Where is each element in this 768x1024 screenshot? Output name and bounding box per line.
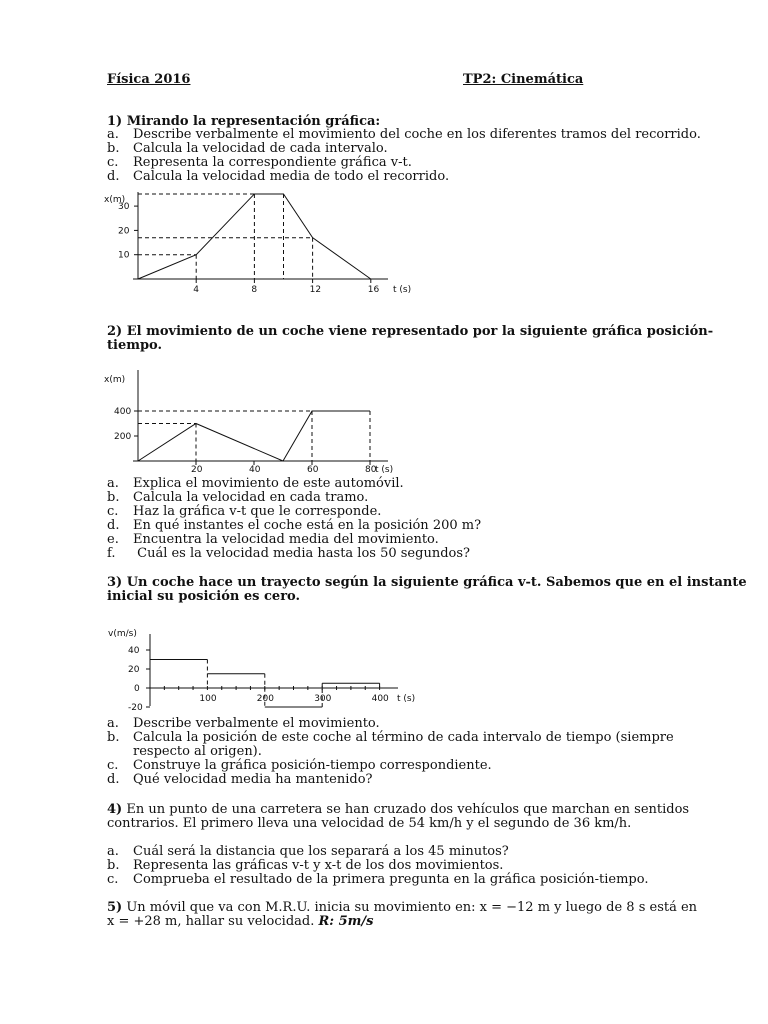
q3-item-text: respecto al origen). bbox=[133, 744, 262, 759]
q2-title-line1: 2) El movimiento de un coche viene representado por la siguiente gráfica posición- bbox=[107, 324, 714, 339]
y-tick-label: 40 bbox=[128, 646, 140, 656]
q2-item-text: Explica el movimiento de este automóvil. bbox=[133, 476, 404, 491]
q3-item bbox=[107, 745, 262, 759]
y-tick-label: 400 bbox=[114, 407, 132, 417]
q1-item-text: Calcula la velocidad media de todo el recorrido. bbox=[133, 169, 450, 184]
q1-item-text: Calcula la velocidad de cada intervalo. bbox=[133, 141, 388, 156]
q4-item bbox=[107, 873, 648, 887]
q5-answer: R: 5m/s bbox=[318, 914, 374, 929]
q2-item bbox=[107, 505, 381, 519]
q4-item bbox=[107, 845, 509, 859]
q5-statement-line2 bbox=[107, 914, 373, 929]
q2-graph bbox=[100, 368, 420, 480]
q2-item bbox=[107, 519, 481, 533]
q3-item-text: Calcula la posición de este coche al término de cada intervalo de tiempo (siempre bbox=[133, 730, 674, 745]
q4-statement-line2: contrarios. El primero lleva una velocidad de 54 km/h y el segundo de 36 km/h. bbox=[107, 816, 632, 831]
q4-item-letter: c. bbox=[107, 872, 119, 887]
q4-item bbox=[107, 859, 503, 873]
x-tick-label: 16 bbox=[367, 285, 380, 295]
q1-item-letter: d. bbox=[107, 169, 120, 184]
header-left: Física 2016 bbox=[107, 72, 191, 87]
q2-item bbox=[107, 491, 368, 505]
q2-item-text: Haz la gráfica v-t que le corresponde. bbox=[133, 504, 382, 519]
x-axis-label: t (s) bbox=[375, 465, 394, 475]
q1-graph bbox=[100, 188, 420, 300]
q4-text: En un punto de una carretera se han cruzado dos vehículos que marchan en sentidos bbox=[122, 802, 690, 817]
q4-item-letter: a. bbox=[107, 844, 119, 859]
y-tick-label: -20 bbox=[128, 703, 143, 712]
x-axis-label: t (s) bbox=[397, 694, 416, 704]
x-tick-label: 60 bbox=[307, 465, 319, 475]
q1-item-letter: a. bbox=[107, 127, 119, 142]
q1-item bbox=[107, 156, 412, 170]
q5-text2: x = +28 m, hallar su velocidad. bbox=[107, 914, 319, 929]
x-tick-label: 400 bbox=[371, 694, 389, 704]
q4-number: 4) bbox=[107, 802, 123, 817]
y-tick-label: 30 bbox=[118, 202, 130, 213]
position-line bbox=[138, 411, 370, 461]
q3-item-letter: c. bbox=[107, 758, 119, 773]
q3-item-text: Qué velocidad media ha mantenido? bbox=[133, 772, 373, 787]
q1-item bbox=[107, 170, 449, 184]
q2-title-line2: tiempo. bbox=[107, 338, 163, 353]
q2-item-text: Encuentra la velocidad media del movimiento. bbox=[133, 532, 439, 547]
q3-title-line2: inicial su posición es cero. bbox=[107, 589, 301, 604]
header-right: TP2: Cinemática bbox=[463, 72, 584, 87]
x-tick-label: 12 bbox=[309, 285, 322, 295]
x-axis-label: t (s) bbox=[393, 285, 412, 295]
q5-statement-line1 bbox=[107, 900, 697, 915]
q2-item-letter: f. bbox=[107, 546, 116, 561]
q2-item-letter: d. bbox=[107, 518, 120, 533]
q2-item bbox=[107, 533, 439, 547]
y-tick-label: 10 bbox=[118, 250, 130, 261]
q1-item bbox=[107, 128, 701, 142]
q3-item bbox=[107, 759, 492, 773]
x-tick-label: 20 bbox=[191, 465, 203, 475]
q1-item-text: Representa la correspondiente gráfica v-t. bbox=[133, 155, 412, 170]
x-tick-label: 80 bbox=[365, 465, 377, 475]
q3-item bbox=[107, 731, 674, 745]
y-tick-label: 20 bbox=[128, 665, 140, 675]
y-tick-label: 20 bbox=[118, 226, 130, 237]
x-tick-label: 40 bbox=[249, 465, 261, 475]
y-axis-label: x(m) bbox=[104, 195, 126, 205]
q2-item-text: Cuál es la velocidad media hasta los 50 segundos? bbox=[133, 546, 470, 561]
q2-item-letter: b. bbox=[107, 490, 120, 505]
q5-number: 5) bbox=[107, 900, 123, 915]
q2-item-text: En qué instantes el coche está en la posición 200 m? bbox=[133, 518, 482, 533]
x-tick-label: 200 bbox=[256, 694, 274, 704]
q3-item-text: Describe verbalmente el movimiento. bbox=[133, 716, 380, 731]
q4-item-text: Cuál será la distancia que los separará a los 45 minutos? bbox=[133, 844, 509, 859]
x-tick-label: 100 bbox=[199, 694, 217, 704]
q2-item-letter: a. bbox=[107, 476, 119, 491]
x-tick-label: 300 bbox=[314, 694, 332, 704]
q4-statement-line1 bbox=[107, 802, 689, 817]
q3-graph bbox=[100, 622, 420, 712]
q2-item bbox=[107, 547, 470, 561]
q2-item-letter: c. bbox=[107, 504, 119, 519]
q5-text: Un móvil que va con M.R.U. inicia su movimiento en: x = −12 m y luego de 8 s está en bbox=[122, 900, 698, 915]
q2-item-letter: e. bbox=[107, 532, 119, 547]
q3-title-line1: 3) Un coche hace un trayecto según la siguiente gráfica v-t. Sabemos que en el instante bbox=[107, 575, 747, 590]
q1-title: 1) Mirando la representación gráfica: bbox=[107, 114, 381, 129]
y-tick-label: 200 bbox=[114, 432, 132, 442]
q3-item bbox=[107, 773, 373, 787]
q3-item-letter: a. bbox=[107, 716, 119, 731]
y-axis-label: v(m/s) bbox=[108, 629, 137, 639]
q1-item-text: Describe verbalmente el movimiento del coche en los diferentes tramos del recorrido. bbox=[133, 127, 701, 142]
q3-item-text: Construye la gráfica posición-tiempo correspondiente. bbox=[133, 758, 492, 773]
q3-item-letter: d. bbox=[107, 772, 120, 787]
q2-item bbox=[107, 477, 404, 491]
q4-item-text: Representa las gráficas v-t y x-t de los dos movimientos. bbox=[133, 858, 504, 873]
q3-item bbox=[107, 717, 380, 731]
q4-item-text: Comprueba el resultado de la primera pregunta en la gráfica posición-tiempo. bbox=[133, 872, 649, 887]
q1-item-letter: c. bbox=[107, 155, 119, 170]
y-tick-label: 0 bbox=[134, 684, 140, 694]
q1-item-letter: b. bbox=[107, 141, 120, 156]
q2-item-text: Calcula la velocidad en cada tramo. bbox=[133, 490, 369, 505]
q3-item-letter: b. bbox=[107, 730, 120, 745]
q1-item bbox=[107, 142, 388, 156]
y-axis-label: x(m) bbox=[104, 375, 126, 385]
x-tick-label: 8 bbox=[251, 285, 258, 295]
x-tick-label: 4 bbox=[193, 285, 199, 295]
q4-item-letter: b. bbox=[107, 858, 120, 873]
